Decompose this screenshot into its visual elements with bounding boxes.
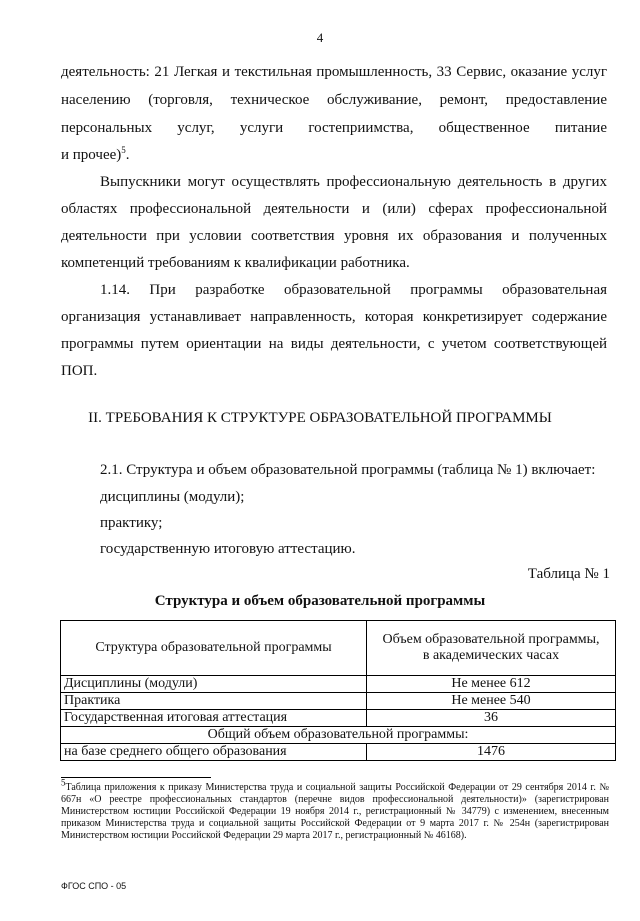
section-heading: II. ТРЕБОВАНИЯ К СТРУКТУРЕ ОБРАЗОВАТЕЛЬНОЙ ПРОГРАММЫ xyxy=(88,410,552,426)
paragraph-3-last-line: ПОП. xyxy=(61,363,98,379)
document-footer: ФГОС СПО - 05 xyxy=(61,881,127,891)
program-structure-table xyxy=(60,620,616,761)
paragraph-1-line-1: деятельность: 21 Легкая и текстильная промышленность, 33 Сервис, оказание услуг xyxy=(61,64,607,80)
footnote-divider xyxy=(61,777,211,778)
item-2-1: 2.1. Структура и объем образовательной программы (таблица № 1) включает: xyxy=(100,462,596,478)
table-cell-label: на базе среднего общего образования xyxy=(61,744,367,761)
table-header-volume xyxy=(367,621,616,676)
table-header-volume-line-2: в академических часах xyxy=(422,648,560,663)
table-total-label: Общий объем образовательной программы: xyxy=(61,727,616,744)
footnote-text: Таблица приложения к приказу Министерства труда и социальной защиты Российской Федерации от 29 сентября 2014 г. № 667н «О реестре профессиональных стандартов (перечне видов профессиональной деятельности)» (зарегистрирован Министерством юстиции Российской Федерации 19 ноября 2014 г., регистрационный № 34779) с изменением, внесенным приказом Министерства труда и социальной защиты Российской Федерации от 9 марта 2017 г. № 254н (зарегистрирован Министерством юстиции Российской Федерации 29 марта 2017 г., регистрационный № 46168). xyxy=(61,782,609,841)
paragraph-2-last-line: компетенций требованиям к квалификации работника. xyxy=(61,255,410,271)
table-cell-value: 1476 xyxy=(367,744,616,761)
table-header-row xyxy=(61,621,616,676)
table-row xyxy=(61,693,616,710)
table-cell-label: Дисциплины (модули) xyxy=(61,676,367,693)
table-cell-label: Государственная итоговая аттестация xyxy=(61,710,367,727)
table-cell-value: Не менее 612 xyxy=(367,676,616,693)
paragraph-3-line-3: программы путем ориентации на виды деятельности, с учетом соответствующей xyxy=(61,336,607,352)
paragraph-2-line-2: областях профессиональной деятельности и (или) сферах профессиональной xyxy=(61,201,607,217)
footnote-reference: 5 xyxy=(121,145,126,155)
table-row xyxy=(61,744,616,761)
list-item: государственную итоговую аттестацию. xyxy=(100,541,356,557)
table-header-volume-line-1: Объем образовательной программы, xyxy=(382,632,600,647)
paragraph-1-last-text: и прочее) xyxy=(61,147,122,163)
table-row xyxy=(61,676,616,693)
list-item: практику; xyxy=(100,515,163,531)
paragraph-1-last-line xyxy=(61,147,130,164)
table-row xyxy=(61,710,616,727)
paragraph-1-line-2: населению (торговля, техническое обслуживание, ремонт, предоставление xyxy=(61,92,607,108)
footnote xyxy=(61,777,609,842)
paragraph-2-line-3: деятельности при условии соответствия уровня их образования и полученных xyxy=(61,228,607,244)
page-number: 4 xyxy=(316,30,324,45)
table-cell-value: 36 xyxy=(367,710,616,727)
footnote-marker: 5 xyxy=(61,777,66,788)
paragraph-1-line-3: персональных услуг, услуги гостеприимства, общественное питание xyxy=(61,120,607,136)
table-caption: Таблица № 1 xyxy=(527,566,610,582)
table-cell-label: Практика xyxy=(61,693,367,710)
paragraph-2-line-1: Выпускники могут осуществлять профессиональную деятельность в других xyxy=(100,174,607,190)
paragraph-3-line-1: 1.14. При разработке образовательной программы образовательная xyxy=(100,282,607,298)
table-total-header-row xyxy=(61,727,616,744)
table-title: Структура и объем образовательной программы xyxy=(154,593,486,609)
table-cell-value: Не менее 540 xyxy=(367,693,616,710)
table-header-structure: Структура образовательной программы xyxy=(61,621,367,676)
paragraph-3-line-2: организация устанавливает направленность, которая конкретизирует содержание xyxy=(61,309,607,325)
paragraph-1-period: . xyxy=(125,147,130,163)
list-item: дисциплины (модули); xyxy=(100,489,245,505)
